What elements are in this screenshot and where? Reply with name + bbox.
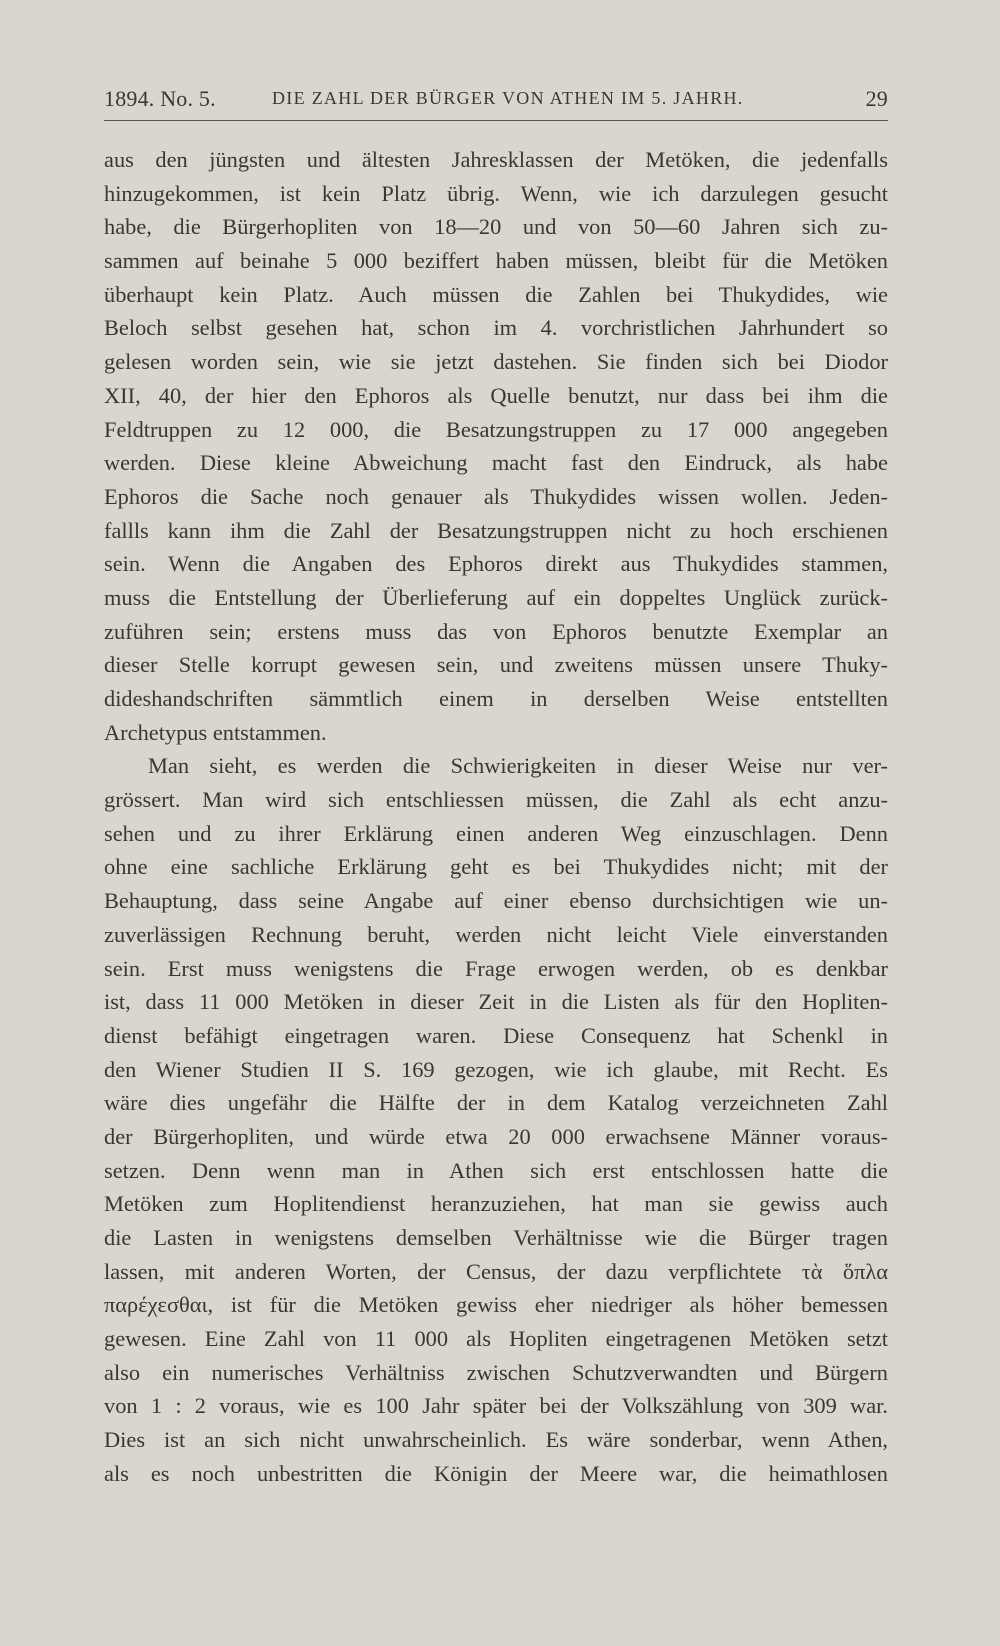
header-rule [104,120,888,121]
text-line: ohne eine sachliche Erklärung geht es bei Thukydides nicht; mit der [104,854,888,880]
text-line: den Wiener Studien II S. 169 gezogen, wie ich glaube, mit Recht. Es [104,1056,888,1082]
text-line: grössert. Man wird sich entschliessen müssen, die Zahl als echt anzu- [104,787,888,813]
journal-volume-label: 1894. No. 5. [104,86,216,111]
text-line: aus den jüngsten und ältesten Jahresklassen der Metöken, die jedenfalls [104,147,888,172]
text-line: werden. Diese kleine Abweichung macht fast den Eindruck, als habe [104,450,888,476]
text-line: sein. Erst muss wenigstens die Frage erwogen werden, ob es denkbar [104,955,888,981]
text-line: XII, 40, der hier den Ephoros als Quelle benutzt, nur dass bei ihm die [104,382,888,408]
text-line: gelesen worden sein, wie sie jetzt dastehen. Sie finden sich bei Diodor [104,349,888,375]
text-line: also ein numerisches Verhältniss zwischen Schutzverwandten und Bürgern [104,1359,888,1385]
text-line: Feldtruppen zu 12 000, die Besatzungstruppen zu 17 000 angegeben [104,416,888,442]
text-line: παρέχεσθαι, ist für die Metöken gewiss eher niedriger als höher bemessen [104,1292,888,1318]
text-line: fallls kann ihm die Zahl der Besatzungstruppen nicht zu hoch erschienen [104,517,888,543]
text-line: Dies ist an sich nicht unwahrscheinlich. Es wäre sonderbar, wenn Athen, [104,1427,888,1453]
text-line: von 1 : 2 voraus, wie es 100 Jahr später bei der Volkszählung von 309 war. [104,1393,888,1419]
text-line: muss die Entstellung der Überlieferung auf ein doppeltes Unglück zurück- [104,584,888,610]
page-number: 29 [865,86,888,111]
text-line: sein. Wenn die Angaben des Ephoros direkt aus Thukydides stammen, [104,551,888,577]
text-line: dienst befähigt eingetragen waren. Diese Consequenz hat Schenkl in [104,1022,888,1048]
text-line: habe, die Bürgerhopliten von 18—20 und von 50—60 Jahren sich zu- [104,214,888,240]
text-line: Metöken zum Hoplitendienst heranzuziehen, hat man sie gewiss auch [104,1191,888,1217]
text-line: der Bürgerhopliten, und würde etwa 20 000 erwachsene Männer voraus- [104,1123,888,1149]
text-line: als es noch unbestritten die Königin der Meere war, die heimathlosen [104,1460,888,1486]
text-line: hinzugekommen, ist kein Platz übrig. Wenn, wie ich darzulegen gesucht [104,180,888,206]
text-line: sammen auf beinahe 5 000 beziffert haben müssen, bleibt für die Metöken [104,248,888,274]
text-line: sehen und zu ihrer Erklärung einen anderen Weg einzuschlagen. Denn [104,820,888,846]
text-line: überhaupt kein Platz. Auch müssen die Zahlen bei Thukydides, wie [104,281,888,307]
text-line: ist, dass 11 000 Metöken in dieser Zeit in die Listen als für den Hopliten- [104,989,888,1015]
text-line: Beloch selbst gesehen hat, schon im 4. vorchristlichen Jahrhundert so [104,315,888,341]
text-line: Archetypus entstammen. [104,719,327,745]
text-line: Ephoros die Sache noch genauer als Thukydides wissen wollen. Jeden- [104,483,888,509]
text-line: zuverlässigen Rechnung beruht, werden nicht leicht Viele einverstanden [104,921,888,947]
text-line: zuführen sein; erstens muss das von Ephoros benutzte Exemplar an [104,618,888,644]
text-line: die Lasten in wenigstens demselben Verhältnisse wie die Bürger tragen [104,1225,888,1250]
text-line: gewesen. Eine Zahl von 11 000 als Hopliten eingetragenen Metöken setzt [104,1326,888,1352]
running-title: DIE ZAHL DER BÜRGER VON ATHEN IM 5. JAHRH. [272,88,744,108]
text-line: dideshandschriften sämmtlich einem in derselben Weise entstellten [104,686,888,711]
text-line: wäre dies ungefähr die Hälfte der in dem Katalog verzeichneten Zahl [104,1090,888,1116]
text-line: setzen. Denn wenn man in Athen sich erst entschlossen hatte die [104,1157,888,1183]
text-line: Man sieht, es werden die Schwierigkeiten in dieser Weise nur ver- [148,753,888,779]
text-line: lassen, mit anderen Worten, der Census, der dazu verpflichtete τὰ ὅπλα [104,1258,888,1284]
text-line: Behauptung, dass seine Angabe auf einer ebenso durchsichtigen wie un- [104,888,888,914]
text-line: dieser Stelle korrupt gewesen sein, und zweitens müssen unsere Thuky- [104,652,888,678]
running-header [104,86,888,120]
body-text [104,143,888,1491]
